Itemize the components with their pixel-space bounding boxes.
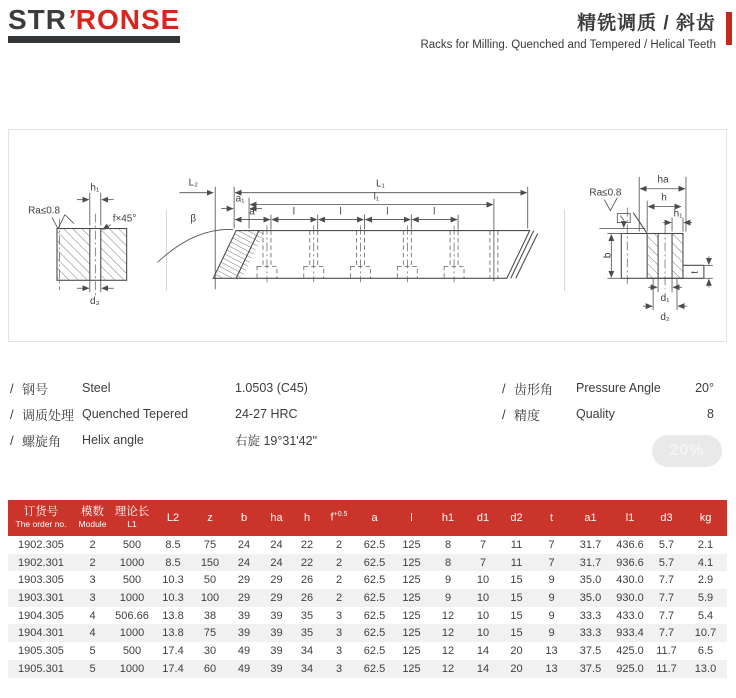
side-section-view xyxy=(589,175,712,323)
dim-label-h: h xyxy=(661,192,667,204)
table-cell: 1000 xyxy=(119,662,145,675)
table-cell: 3 xyxy=(89,591,96,604)
table-cell: 10.7 xyxy=(694,627,717,640)
table-cell: 125 xyxy=(402,574,421,587)
table-cell: 7 xyxy=(479,556,487,569)
slot-feature xyxy=(304,226,324,283)
table-cell: 62.5 xyxy=(363,538,386,551)
table-cell: 62.5 xyxy=(363,556,386,569)
table-cell: 50 xyxy=(203,574,217,587)
table-cell: 26 xyxy=(300,591,314,604)
table-cell: 62.5 xyxy=(363,644,386,657)
column-header: a1 xyxy=(570,500,611,536)
table-cell: 24 xyxy=(270,556,283,569)
table-cell: 20 xyxy=(510,644,523,657)
tolerance-frame-icon xyxy=(617,214,630,223)
table-cell: 39 xyxy=(270,662,283,675)
table-cell: 5.4 xyxy=(697,609,714,622)
dim-label-L2: L₂ xyxy=(188,177,199,189)
table-cell: 30 xyxy=(203,644,217,657)
table-cell: 8.5 xyxy=(165,538,181,551)
table-cell: 2 xyxy=(335,538,343,551)
table-cell: 35.0 xyxy=(579,591,602,604)
table-cell: 1904.301 xyxy=(18,627,64,640)
table-row xyxy=(8,536,727,554)
column-header: b xyxy=(227,500,261,536)
table-cell: 1902.305 xyxy=(18,538,64,551)
dim-label-d3: d₃ xyxy=(90,296,100,308)
table-cell: 2 xyxy=(335,591,343,604)
spec-label-zh: 精度 xyxy=(514,407,541,423)
table-cell: 22 xyxy=(300,538,314,551)
brand-logo xyxy=(8,6,180,43)
table-cell: 31.7 xyxy=(579,538,602,551)
column-header: l1 xyxy=(611,500,649,536)
table-cell: 62.5 xyxy=(363,574,386,587)
table-cell: 8.5 xyxy=(165,556,181,569)
surface-finish-label: Ra≤0.8 xyxy=(28,205,61,217)
table-cell: 500 xyxy=(122,538,142,551)
table-cell: 8 xyxy=(444,538,452,551)
column-header: t xyxy=(533,500,570,536)
table-cell: 2 xyxy=(335,556,343,569)
table-cell: 11.7 xyxy=(656,662,677,675)
table-cell: 8 xyxy=(444,556,452,569)
table-cell: 4 xyxy=(89,627,96,640)
table-cell: 3 xyxy=(335,609,343,622)
logo-part1: STR xyxy=(8,4,67,35)
logo-apostrophe: ’ xyxy=(67,4,76,35)
dim-label-l: l xyxy=(339,206,342,218)
spec-label-zh: 钢号 xyxy=(22,381,49,397)
table-cell: 2 xyxy=(89,556,96,569)
table-cell: 34 xyxy=(300,644,314,657)
table-cell: 11 xyxy=(510,538,523,551)
surface-finish-label: Ra≤0.8 xyxy=(589,187,622,199)
table-cell: 9 xyxy=(548,627,555,640)
table-cell: 5 xyxy=(89,662,96,675)
table-cell: 1903.305 xyxy=(18,574,64,587)
dim-label-L1: L₁ xyxy=(375,178,385,190)
dim-label-l: l xyxy=(386,206,389,218)
table-cell: 13.0 xyxy=(694,662,717,675)
column-header: 订货号 The order no. xyxy=(8,500,74,536)
column-header: l xyxy=(393,500,430,536)
spec-row-helix-angle xyxy=(10,427,317,453)
column-header: d2 xyxy=(500,500,533,536)
table-cell: 1902.301 xyxy=(18,556,64,569)
table-cell: 35 xyxy=(300,609,314,622)
spec-label-zh: 齿形角 xyxy=(514,381,554,397)
table-cell: 31.7 xyxy=(579,556,602,569)
table-cell: 1000 xyxy=(119,627,145,640)
surface-finish-icon xyxy=(52,215,65,229)
table-row xyxy=(8,660,727,678)
table-cell: 1000 xyxy=(119,556,145,569)
column-header: h xyxy=(292,500,322,536)
table-cell: 11 xyxy=(510,556,523,569)
table-cell: 4.1 xyxy=(697,556,714,569)
table-cell: 1905.305 xyxy=(18,644,64,657)
table-cell: 2.9 xyxy=(697,574,714,587)
spec-label-en: Steel xyxy=(82,381,111,395)
spec-row-steel xyxy=(10,375,317,401)
table-cell: 12 xyxy=(441,644,455,657)
table-cell: 3 xyxy=(89,574,96,587)
table-cell: 12 xyxy=(441,627,455,640)
table-row xyxy=(8,607,727,625)
table-cell: 10 xyxy=(476,574,490,587)
logo-underline-bar xyxy=(8,36,180,43)
table-row xyxy=(8,554,727,572)
discount-badge: 20% xyxy=(652,435,722,467)
table-cell: 10 xyxy=(476,609,490,622)
technical-drawing xyxy=(9,130,724,339)
spec-slash: / xyxy=(10,380,14,396)
page-title xyxy=(420,8,716,51)
table-cell: 24 xyxy=(237,538,251,551)
table-cell: 39 xyxy=(270,644,283,657)
table-cell: 9 xyxy=(444,591,452,604)
table-cell: 24 xyxy=(237,556,251,569)
table-cell: 26 xyxy=(300,574,314,587)
spec-value: 20° xyxy=(695,381,714,395)
spec-row-heat-treatment xyxy=(10,401,317,427)
table-cell: 15 xyxy=(510,609,523,622)
dim-label-d1: d₁ xyxy=(660,293,670,305)
table-cell: 7.7 xyxy=(658,591,675,604)
top-view xyxy=(158,178,538,290)
slot-feature xyxy=(444,226,464,283)
title-accent-bar xyxy=(726,12,732,45)
table-cell: 3 xyxy=(335,662,343,675)
dim-label-l: l xyxy=(433,206,436,218)
table-body xyxy=(8,536,727,678)
page-title-zh: 精铣调质 / 斜齿 xyxy=(577,13,716,34)
table-cell: 14 xyxy=(476,662,490,675)
table-cell: 29 xyxy=(237,591,251,604)
table-cell: 3 xyxy=(335,627,343,640)
spec-label-zh: 螺旋角 xyxy=(22,433,62,449)
table-cell: 4 xyxy=(89,609,96,622)
table-cell: 9 xyxy=(548,574,555,587)
spec-label-en: Quality xyxy=(576,407,615,421)
dim-label-t: t xyxy=(689,270,701,274)
column-header: kg xyxy=(684,500,727,536)
table-cell: 15 xyxy=(510,627,523,640)
table-cell: 13 xyxy=(545,662,558,675)
table-cell: 39 xyxy=(237,609,251,622)
specs-right xyxy=(502,375,714,427)
table-row xyxy=(8,589,727,607)
table-cell: 62.5 xyxy=(363,591,386,604)
table-cell: 933.4 xyxy=(616,627,644,640)
dim-label-ha: ha xyxy=(657,174,669,186)
table-cell: 38 xyxy=(203,609,217,622)
table-cell: 7 xyxy=(548,556,555,569)
table-row xyxy=(8,642,727,660)
table-cell: 20 xyxy=(510,662,523,675)
dim-label-a1: a₁ xyxy=(235,193,245,205)
table-cell: 11.7 xyxy=(656,644,677,657)
column-header: h1 xyxy=(430,500,466,536)
column-header: a xyxy=(356,500,393,536)
table-cell: 10 xyxy=(476,627,490,640)
table-cell: 506.66 xyxy=(115,609,149,622)
table-cell: 12 xyxy=(441,662,455,675)
table-cell: 49 xyxy=(237,662,251,675)
table-cell: 60 xyxy=(203,662,217,675)
table-cell: 14 xyxy=(476,644,490,657)
table-cell: 125 xyxy=(402,609,421,622)
table-cell: 125 xyxy=(402,538,421,551)
table-row xyxy=(8,571,727,589)
dim-label-f45: f×45° xyxy=(112,213,137,225)
dim-label-l1: l₁ xyxy=(373,191,380,203)
page-title-en: Racks for Milling. Quenched and Tempered / Helical Teeth xyxy=(420,39,716,51)
table-cell: 12 xyxy=(441,609,455,622)
table-cell: 1000 xyxy=(119,591,145,604)
table-cell: 5 xyxy=(89,644,96,657)
spec-label-zh: 调质处理 xyxy=(22,407,75,423)
table-cell: 33.3 xyxy=(579,627,602,640)
spec-value: 24-27 HRC xyxy=(235,407,298,421)
table-cell: 37.5 xyxy=(579,662,602,675)
table-cell: 2.1 xyxy=(697,538,714,551)
technical-drawing-box xyxy=(8,129,727,342)
table-cell: 500 xyxy=(122,574,142,587)
table-cell: 75 xyxy=(203,627,217,640)
table-cell: 29 xyxy=(270,591,283,604)
table-cell: 39 xyxy=(270,627,283,640)
table-cell: 2 xyxy=(335,574,343,587)
spec-label-en: Helix angle xyxy=(82,433,144,447)
dim-label-h1: h₁ xyxy=(673,208,683,220)
specs-left xyxy=(10,375,317,453)
column-header: d3 xyxy=(649,500,684,536)
dim-label-a: a xyxy=(249,206,255,218)
slot-feature xyxy=(397,226,417,283)
table-cell: 9 xyxy=(444,574,452,587)
spec-row-quality xyxy=(502,401,714,427)
table-cell: 7.7 xyxy=(658,627,675,640)
table-cell: 433.0 xyxy=(616,609,644,622)
table-cell: 436.6 xyxy=(616,538,644,551)
column-header: 模数 Module xyxy=(74,500,111,536)
table-cell: 24 xyxy=(270,538,283,551)
table-cell: 29 xyxy=(270,574,283,587)
spec-slash: / xyxy=(10,406,14,422)
spec-label-en: Quenched Tepered xyxy=(82,407,189,421)
table-cell: 7.7 xyxy=(658,574,675,587)
table-cell: 62.5 xyxy=(363,627,386,640)
table-cell: 17.4 xyxy=(162,662,184,675)
table-cell: 2 xyxy=(89,538,96,551)
table-cell: 125 xyxy=(402,627,421,640)
spec-value: 1.0503 (C45) xyxy=(235,381,308,395)
brand-logo-text xyxy=(8,6,180,34)
column-header: $f^{+0.5}$ xyxy=(322,500,356,536)
spec-slash: / xyxy=(502,406,506,422)
table-cell: 33.3 xyxy=(579,609,602,622)
table-cell: 35.0 xyxy=(579,574,602,587)
table-cell: 49 xyxy=(237,644,251,657)
column-header: L2 xyxy=(153,500,193,536)
dim-label-h1: h₁ xyxy=(90,182,100,194)
table-cell: 925.0 xyxy=(616,662,644,675)
table-cell: 9 xyxy=(548,591,555,604)
table-cell: 1904.305 xyxy=(18,609,64,622)
spec-value: 右旋 19°31'42" xyxy=(235,434,318,448)
spec-label-en: Pressure Angle xyxy=(576,381,661,395)
left-section-view xyxy=(28,183,136,307)
table-cell: 35 xyxy=(300,627,314,640)
table-cell: 936.6 xyxy=(616,556,644,569)
product-table xyxy=(8,500,727,678)
column-header: 理论长 L1 xyxy=(111,500,153,536)
table-cell: 39 xyxy=(237,627,251,640)
table-cell: 62.5 xyxy=(363,609,386,622)
table-cell: 10.3 xyxy=(162,591,184,604)
table-cell: 22 xyxy=(300,556,314,569)
table-cell: 5.9 xyxy=(697,591,714,604)
table-cell: 13.8 xyxy=(162,609,184,622)
table-cell: 3 xyxy=(335,644,343,657)
table-cell: 15 xyxy=(510,591,523,604)
table-cell: 125 xyxy=(402,644,421,657)
logo-part2: RONSE xyxy=(75,4,181,35)
dim-label-beta: β xyxy=(190,213,197,225)
spec-slash: / xyxy=(502,380,506,396)
table-cell: 125 xyxy=(402,556,421,569)
table-cell: 930.0 xyxy=(616,591,644,604)
table-cell: 39 xyxy=(270,609,283,622)
table-cell: 125 xyxy=(402,662,421,675)
table-cell: 15 xyxy=(510,574,523,587)
table-cell: 62.5 xyxy=(363,662,386,675)
table-cell: 5.7 xyxy=(658,556,675,569)
table-cell: 10 xyxy=(476,591,490,604)
table-cell: 425.0 xyxy=(616,644,644,657)
table-cell: 17.4 xyxy=(162,644,184,657)
table-cell: 5.7 xyxy=(658,538,675,551)
table-cell: 6.5 xyxy=(697,644,714,657)
spec-slash: / xyxy=(10,432,14,448)
slot-feature xyxy=(351,226,371,283)
dim-label-l: l xyxy=(292,206,295,218)
table-cell: 1903.301 xyxy=(18,591,64,604)
dim-label-d2: d₂ xyxy=(660,312,670,324)
table-cell: 7.7 xyxy=(658,609,675,622)
table-cell: 13 xyxy=(545,644,558,657)
table-cell: 34 xyxy=(300,662,314,675)
spec-row-pressure-angle xyxy=(502,375,714,401)
dim-label-b: b xyxy=(602,252,614,259)
spec-value: 8 xyxy=(707,407,714,421)
table-cell: 125 xyxy=(402,591,421,604)
table-cell: 430.0 xyxy=(616,574,644,587)
table-cell: 500 xyxy=(122,644,142,657)
table-row xyxy=(8,624,727,642)
table-header-row xyxy=(8,500,727,536)
table-cell: 7 xyxy=(548,538,555,551)
column-header: ha xyxy=(261,500,292,536)
table-cell: 7 xyxy=(479,538,487,551)
column-header: z xyxy=(193,500,227,536)
table-cell: 150 xyxy=(200,556,220,569)
surface-finish-icon xyxy=(604,198,617,211)
table-cell: 1905.301 xyxy=(18,662,64,675)
column-header: d1 xyxy=(466,500,500,536)
table-cell: 100 xyxy=(200,591,220,604)
table-cell: 10.3 xyxy=(162,574,184,587)
table-cell: 9 xyxy=(548,609,555,622)
table-cell: 29 xyxy=(237,574,251,587)
table-cell: 13.8 xyxy=(162,627,184,640)
table-cell: 75 xyxy=(203,538,217,551)
table-cell: 37.5 xyxy=(579,644,602,657)
